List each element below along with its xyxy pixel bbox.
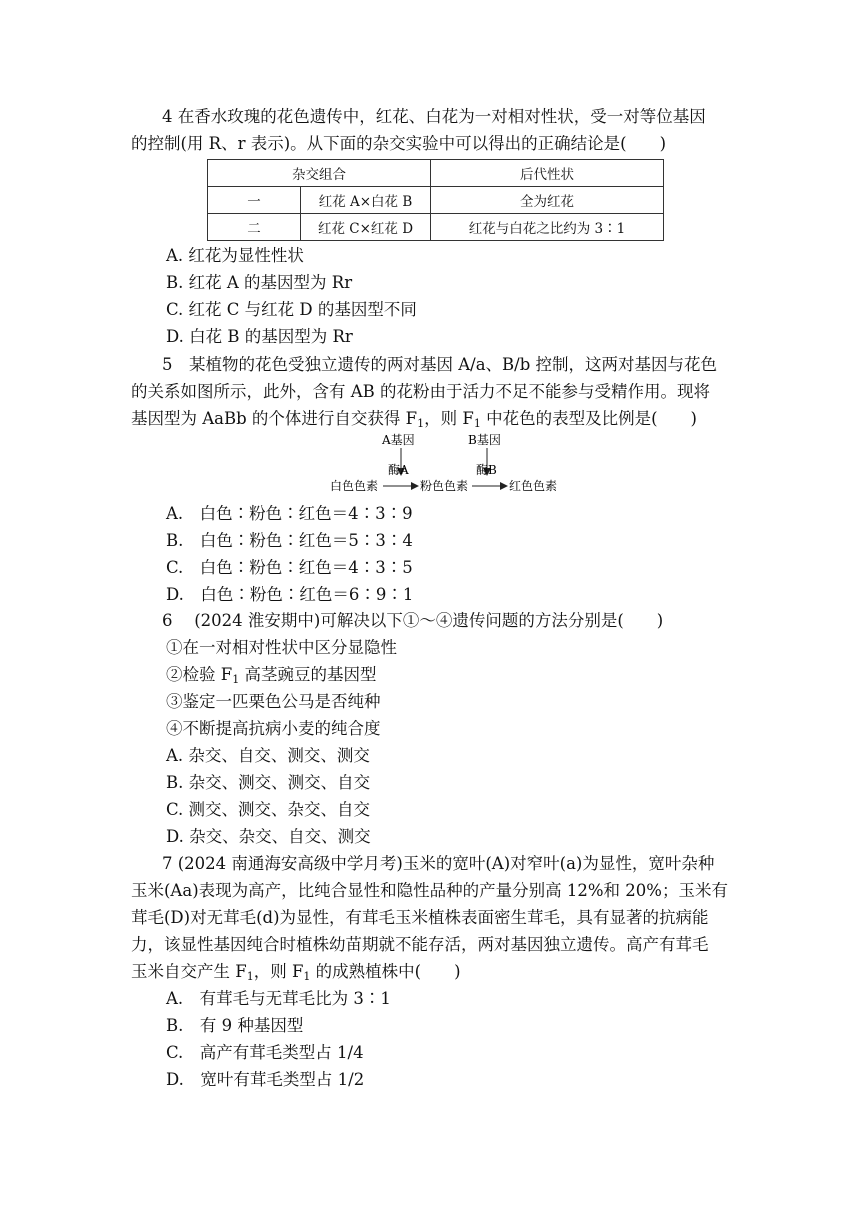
q5-stem-line-3 [131, 406, 697, 432]
subscript: 1 [232, 673, 240, 686]
q7-stem-line-2: 玉米(Aa)表现为高产，比纯合显性和隐性品种的产量分别高 12%和 20%；玉米有 [131, 881, 728, 900]
white-pigment-label: 白色色素 [330, 479, 379, 493]
pink-pigment-label: 粉色色素 [420, 479, 469, 493]
table-row [208, 187, 664, 214]
q6-stem: 6 (2024 淮安期中)可解决以下①～④遗传问题的方法分别是( ) [162, 611, 664, 630]
q7-option-a: A. 有茸毛与无茸毛比为 3∶1 [166, 989, 391, 1008]
q7-option-c: C. 高产有茸毛类型占 1/4 [166, 1043, 364, 1062]
table-row [208, 214, 664, 241]
q6-option-c: C. 测交、测交、杂交、自交 [166, 800, 371, 819]
q6-item-2-text: ②检验 F [166, 665, 233, 684]
table-cell-id: 一 [208, 187, 301, 214]
q7-option-d: D. 宽叶有茸毛类型占 1/2 [166, 1070, 365, 1089]
gene-a-label: A基因 [382, 433, 415, 447]
q7-stem-line-3: 茸毛(D)对无茸毛(d)为显性，有茸毛玉米植株表面密生茸毛，具有显著的抗病能 [131, 908, 709, 927]
q7-stem-line-1: 7 (2024 南通海安高级中学月考)玉米的宽叶(A)对窄叶(a)为显性，宽叶杂种 [162, 854, 715, 873]
subscript: 1 [417, 417, 425, 430]
q4-option-a: A. 红花为显性性状 [166, 246, 304, 265]
table-header-row [208, 160, 664, 187]
subscript: 1 [246, 970, 254, 983]
q5-line3-text: 中花色的表型及比例是( ) [480, 409, 697, 428]
q4-option-c: C. 红花 C 与红花 D 的基因型不同 [166, 300, 417, 319]
subscript: 1 [473, 417, 481, 430]
q6-option-d: D. 杂交、杂交、自交、测交 [166, 827, 371, 846]
q5-line3-text: 基因型为 AaBb 的个体进行自交获得 F [131, 409, 418, 428]
q7-line5-text: 的成熟植株中( ) [310, 962, 461, 981]
table-cell-cross: 红花 A×白花 B [301, 187, 431, 214]
q6-item-4: ④不断提高抗病小麦的纯合度 [166, 719, 381, 738]
q5-option-d: D. 白色∶粉色∶红色＝6∶9∶1 [166, 585, 414, 604]
enzyme-a-label: 酶A [388, 463, 409, 477]
q4-stem-line-2: 的控制(用 R、r 表示)。从下面的杂交实验中可以得出的正确结论是( ) [131, 134, 667, 153]
q7-option-b: B. 有 9 种基因型 [166, 1016, 304, 1035]
q7-line5-text: ，则 F [253, 962, 304, 981]
gene-b-label: B基因 [468, 433, 501, 447]
q6-item-2-text: 高茎豌豆的基因型 [239, 665, 377, 684]
q7-stem-line-4: 力，该显性基因纯合时植株幼苗期就不能存活，两对基因独立遗传。高产有茸毛 [131, 935, 709, 954]
table-cell-result: 全为红花 [431, 187, 664, 214]
q7-line5-text: 玉米自交产生 F [131, 962, 247, 981]
q5-stem-line-1: 5 某植物的花色受独立遗传的两对基因 A/a、B/b 控制，这两对基因与花色 [162, 355, 718, 374]
q6-option-b: B. 杂交、测交、测交、自交 [166, 773, 371, 792]
q5-option-a: A. 白色∶粉色∶红色＝4∶3∶9 [166, 504, 413, 523]
table-cell-result: 红花与白花之比约为 3∶1 [431, 214, 664, 241]
q5-line3-text: ，则 F [424, 409, 474, 428]
q4-option-d: D. 白花 B 的基因型为 Rr [166, 327, 353, 346]
q6-item-2 [166, 662, 376, 688]
pigment-pathway-diagram [320, 430, 580, 500]
table-header-result: 后代性状 [431, 160, 664, 187]
q6-item-3: ③鉴定一匹栗色公马是否纯种 [166, 692, 381, 711]
table-cell-id: 二 [208, 214, 301, 241]
enzyme-b-label: 酶B [476, 463, 497, 477]
q4-option-b: B. 红花 A 的基因型为 Rr [166, 273, 353, 292]
table-cell-cross: 红花 C×红花 D [301, 214, 431, 241]
q4-stem-line-1: 4 在香水玫瑰的花色遗传中，红花、白花为一对相对性状，受一对等位基因 [162, 107, 706, 126]
q7-stem-line-5 [131, 959, 461, 985]
subscript: 1 [303, 970, 311, 983]
q6-option-a: A. 杂交、自交、测交、测交 [166, 746, 370, 765]
q6-item-1: ①在一对相对性状中区分显隐性 [166, 638, 397, 657]
red-pigment-label: 红色色素 [509, 479, 558, 493]
q5-stem-line-2: 的关系如图所示，此外，含有 AB 的花粉由于活力不足不能参与受精作用。现将 [131, 382, 711, 401]
q5-option-c: C. 白色∶粉色∶红色＝4∶3∶5 [166, 558, 413, 577]
table-header-cross: 杂交组合 [208, 160, 431, 187]
q5-option-b: B. 白色∶粉色∶红色＝5∶3∶4 [166, 531, 413, 550]
cross-table [207, 159, 664, 241]
